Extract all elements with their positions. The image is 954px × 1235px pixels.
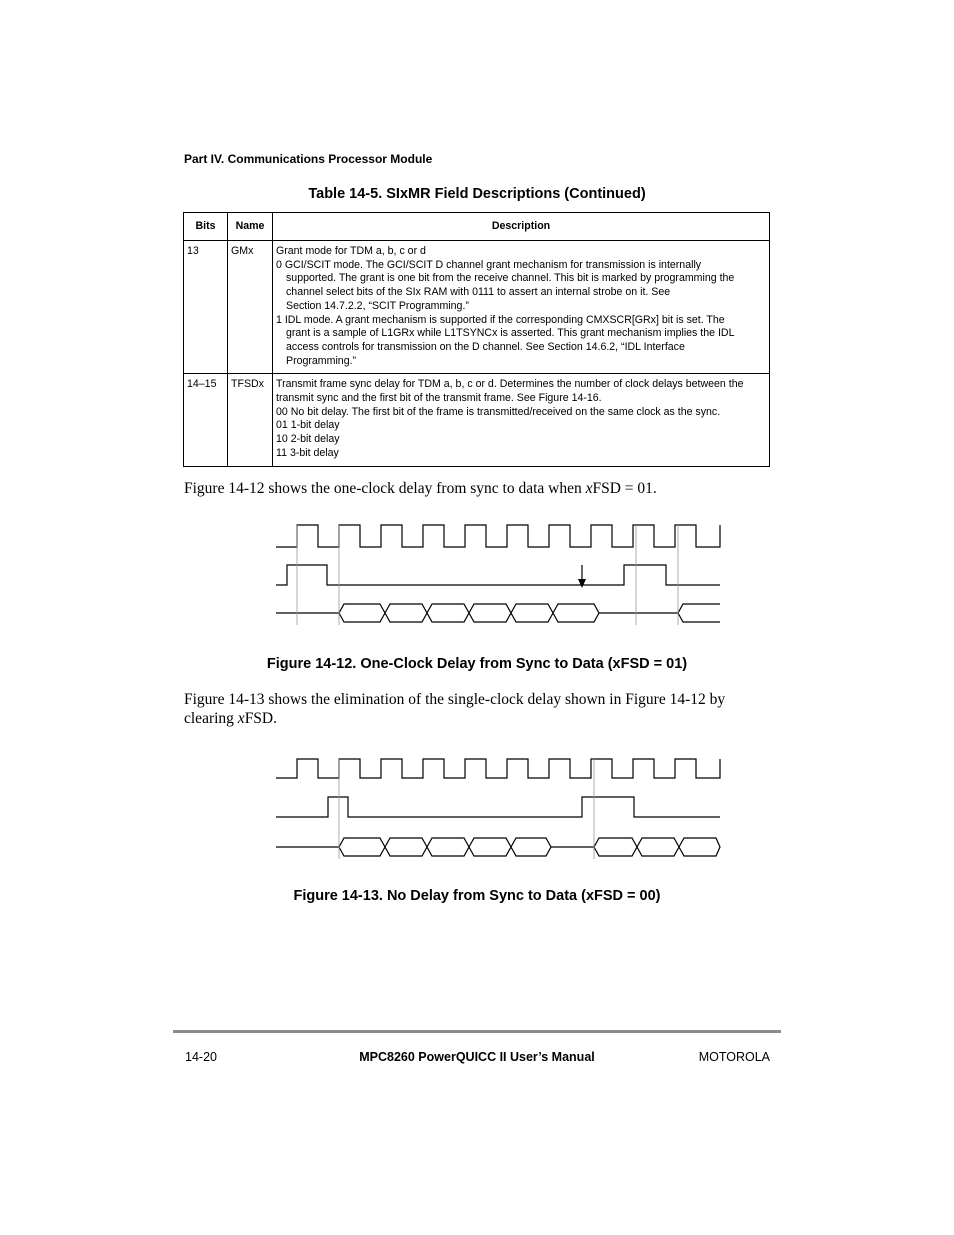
data-waveform [276, 838, 720, 856]
description-line: 00 No bit delay. The first bit of the frame is transmitted/received on the same clock as the sync. [276, 405, 721, 418]
description-line: 01 1-bit delay [276, 419, 340, 432]
column-header-bits: Bits [184, 213, 228, 241]
paragraph-line: Figure 14-13 shows the elimination of the single-clock delay shown in Figure 14-12 by [184, 691, 726, 708]
paragraph-italic-text: x [237, 710, 245, 727]
description-line: transmit sync and the first bit of the transmit frame. See Figure 14-16. [276, 392, 602, 405]
footer-manual-title: MPC8260 PowerQUICC II User’s Manual [359, 1050, 595, 1064]
sync-waveform [276, 797, 720, 817]
paragraph-text: FSD. [244, 710, 277, 727]
cell-bits: 14–15 [184, 374, 228, 466]
table-title: Table 14-5. SIxMR Field Descriptions (Continued) [308, 186, 646, 202]
description-line: 11 3-bit delay [276, 446, 339, 459]
footer-page-number: 14-20 [185, 1050, 217, 1064]
column-header-name: Name [228, 213, 273, 241]
description-line: supported. The grant is one bit from the receive channel. This bit is marked by programming the [286, 272, 735, 285]
description-line: 0 GCI/SCIT mode. The GCI/SCIT D channel grant mechanism for transmission is internally [276, 258, 702, 271]
description-line: 10 2-bit delay [276, 433, 340, 446]
description-line: access controls for transmission on the D channel. See Section 14.6.2, “IDL Interface [286, 340, 685, 353]
description-line: grant is a sample of L1GRx while L1TSYNCx is asserted. This grant mechanism implies the IDL [286, 327, 735, 340]
description-line: 1 IDL mode. A grant mechanism is supported if the corresponding CMXSCR[GRx] bit is set. The [276, 313, 725, 326]
figure-12-caption: Figure 14-12. One-Clock Delay from Sync to Data (xFSD = 01) [266, 656, 688, 672]
figure-13-caption: Figure 14-13. No Delay from Sync to Data (xFSD = 00) [293, 888, 661, 904]
description-line: Section 14.7.2.2, “SCIT Programming.” [286, 299, 469, 312]
description-line: Grant mode for TDM a, b, c or d [276, 245, 426, 257]
description-line: Programming.” [286, 354, 357, 367]
footer-divider [173, 1030, 781, 1033]
part-header: Part IV. Communications Processor Module [184, 152, 433, 166]
clock-waveform [276, 759, 720, 778]
footer-brand: MOTOROLA [698, 1050, 770, 1064]
cell-name: GMx [228, 241, 273, 374]
paragraph-text: Figure 14-12 shows the one-clock delay from sync to data when [184, 480, 586, 497]
column-header-description: Description [273, 213, 770, 241]
cell-name: TFSDx [228, 374, 273, 466]
paragraph-text: clearing [184, 710, 238, 727]
description-line: channel select bits of the SIx RAM with 0111 to assert an internal strobe on it. See [286, 286, 671, 299]
paragraph-text: FSD = 01. [592, 480, 657, 497]
description-line: Transmit frame sync delay for TDM a, b, c or d. Determines the number of clock delays between the [276, 378, 744, 391]
cell-bits: 13 [184, 241, 228, 374]
paragraph-italic-text: x [585, 480, 593, 497]
